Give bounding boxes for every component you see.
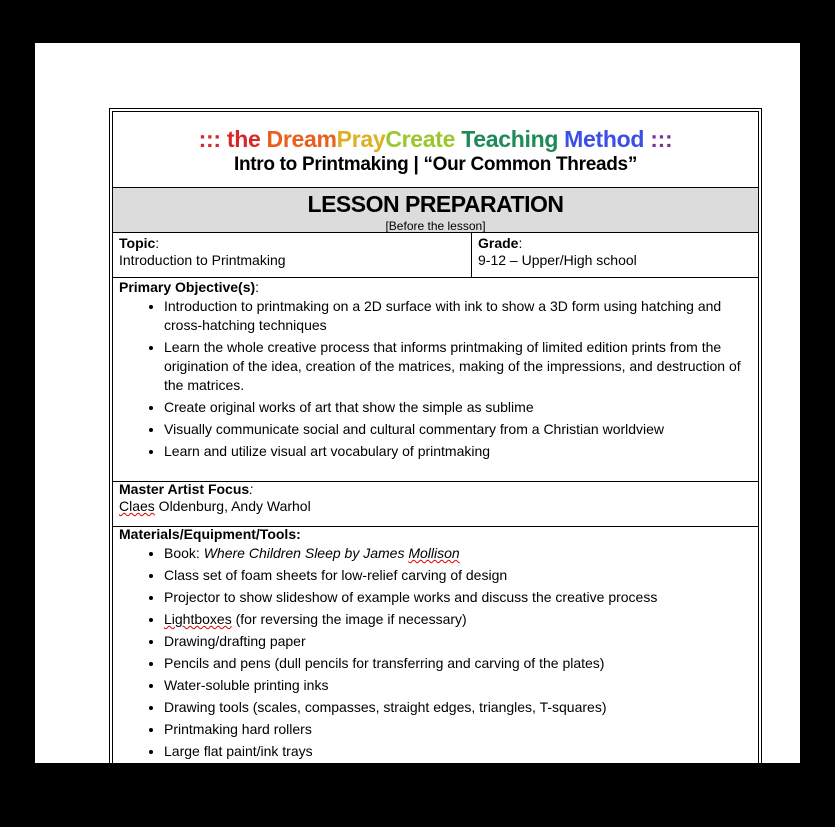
list-item: • Projector to show slideshow of example works and discuss the creative process <box>164 588 752 607</box>
title-part: Pray <box>336 126 386 152</box>
list-item <box>164 610 752 629</box>
artist-first: Claes <box>119 498 155 514</box>
list-item: • Create original works of art that show the simple as sublime <box>164 398 752 417</box>
book-prefix: Book: <box>164 545 204 561</box>
list-item: • Class set of foam sheets for low-relief carving of design <box>164 566 752 585</box>
lightboxes-word: Lightboxes <box>164 611 232 627</box>
title-part: Dream <box>266 126 337 152</box>
list-item: • Pencils and pens (dull pencils for transferring and carving of the plates) <box>164 654 752 673</box>
master-artist-section: Master Artist Focus: Claes Oldenburg, Andy Warhol <box>113 480 758 527</box>
topic-grade-row <box>113 233 758 278</box>
topic-cell: Topic: Introduction to Printmaking <box>113 233 472 277</box>
list-item: • Introduction to printmaking on a 2D surface with ink to show a 3D form using hatching and cross-hatching techniques <box>164 297 752 335</box>
grade-label: Grade <box>478 235 519 251</box>
topic-label: Topic <box>119 235 156 251</box>
list-item: • Learn the whole creative process that informs printmaking of limited edition prints from the origination of the idea, creation of the matrices, making of the impressions, and destruction of the matrices. <box>164 338 752 395</box>
list-item: • Water-soluble printing inks <box>164 676 752 695</box>
section-title: LESSON PREPARATION <box>307 191 564 217</box>
objectives-list <box>119 297 752 461</box>
master-label: Master Artist Focus <box>119 481 250 497</box>
list-item: • Visually communicate social and cultural commentary from a Christian worldview <box>164 420 752 439</box>
materials-list <box>119 544 752 761</box>
list-item <box>164 544 752 563</box>
list-item: • Learn and utilize visual art vocabulary of printmaking <box>164 442 752 461</box>
list-item: • Large flat paint/ink trays <box>164 742 752 761</box>
title-part: Teaching <box>455 126 559 152</box>
title-part: Method <box>558 126 645 152</box>
title-part: ::: <box>644 126 673 152</box>
artist-rest: Oldenburg, Andy Warhol <box>154 498 311 514</box>
topic-value: Introduction to Printmaking <box>119 252 286 268</box>
title-row <box>113 112 758 188</box>
materials-section <box>113 525 758 827</box>
list-item: • Drawing tools (scales, compasses, straight edges, triangles, T-squares) <box>164 698 752 717</box>
book-author: Mollison <box>408 545 460 561</box>
title-part: the <box>226 126 267 152</box>
grade-value: 9-12 – Upper/High school <box>478 252 637 268</box>
method-title <box>113 126 758 153</box>
title-part: Create <box>385 126 456 152</box>
materials-label: Materials/Equipment/Tools: <box>119 526 301 542</box>
grade-cell: Grade: 9-12 – Upper/High school <box>478 235 637 268</box>
lesson-subtitle: Intro to Printmaking | “Our Common Threads” <box>233 154 638 175</box>
book-title: Where Children Sleep by James <box>203 545 409 561</box>
section-subtitle: [Before the lesson] <box>385 219 486 233</box>
objectives-label: Primary Objective(s) <box>119 279 256 295</box>
list-item: • Drawing/drafting paper <box>164 632 752 651</box>
lightboxes-rest: (for reversing the image if necessary) <box>231 611 467 627</box>
title-part: ::: <box>198 126 227 152</box>
objectives-section: Primary Objective(s): • Introduction to printmaking on a 2D surface with ink to show a 3D form using hatching and cross-hatching techniques • Learn the whole creative process that informs printmaking of limited edition prints from the origination of the idea, creation of the matrices, making of the impressions, and destruction of the matrices. • Create original works of art that show the simple as sublime • Visually communicate social and cultural commentary from a Christian worldview • Learn and utilize visual art vocabulary of printmaking <box>113 278 758 482</box>
lesson-table <box>109 108 762 816</box>
list-item: • Printmaking hard rollers <box>164 720 752 739</box>
section-header <box>113 188 758 233</box>
